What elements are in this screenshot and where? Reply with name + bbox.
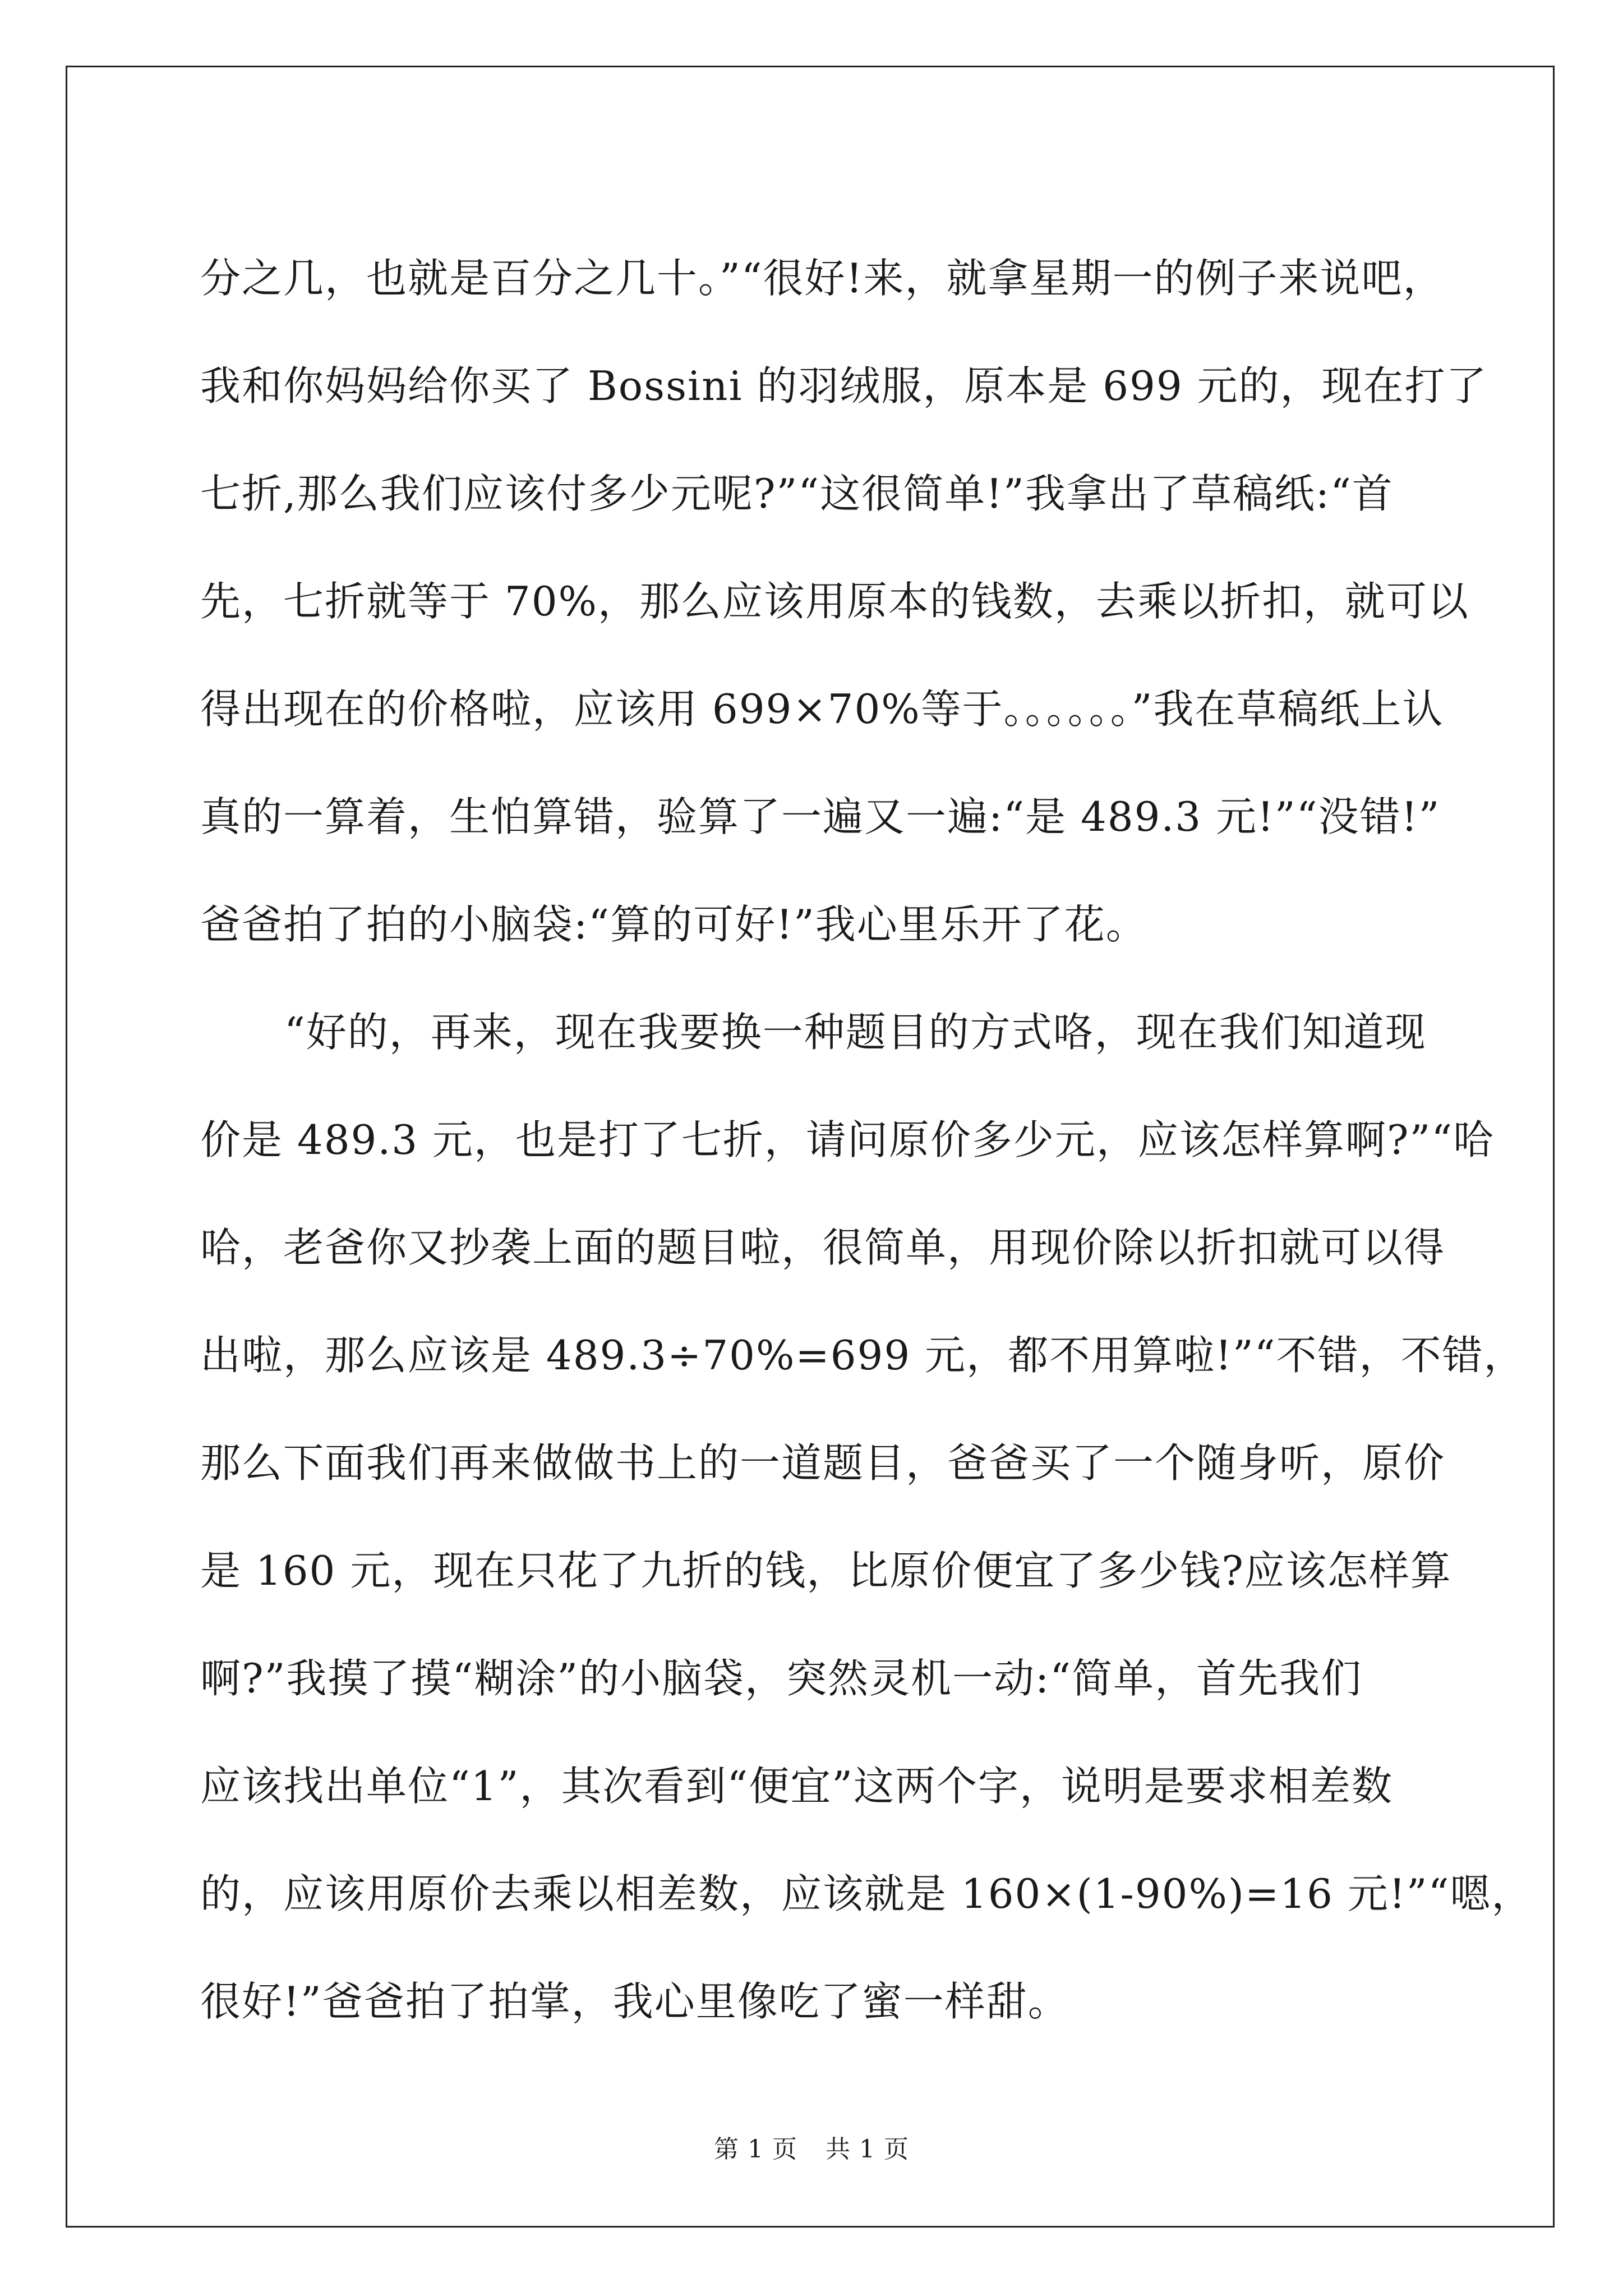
text-line: 是 160 元，现在只花了九折的钱，比原价便宜了多少钱?应该怎样算 <box>200 1547 1452 1594</box>
page-footer <box>0 2133 1623 2166</box>
text-line: 啊?”我摸了摸“糊涂”的小脑袋，突然灵机一动:“简单，首先我们 <box>200 1655 1363 1702</box>
text-line: 的，应该用原价去乘以相差数，应该就是 160×(1-90%)=16 元!”“嗯， <box>200 1870 1533 1917</box>
text-line: 先，七折就等于 70%，那么应该用原本的钱数，去乘以折扣，就可以 <box>200 578 1469 625</box>
text-line: 分之几，也就是百分之几十。”“很好!来，就拿星期一的例子来说吧， <box>200 255 1445 302</box>
text-line: 哈，老爸你又抄袭上面的题目啦，很简单，用现价除以折扣就可以得 <box>200 1224 1446 1271</box>
paragraph-start-line: “好的，再来，现在我要换一种题目的方式咯，现在我们知道现 <box>284 1009 1427 1056</box>
text-line: 真的一算着，生怕算错，验算了一遍又一遍:“是 489.3 元!”“没错!” <box>200 793 1441 840</box>
page-count: 共 1 页 <box>826 2135 909 2164</box>
text-line: 出啦，那么应该是 489.3÷70%=699 元，都不用算啦!”“不错，不错， <box>200 1332 1525 1379</box>
text-line: 爸爸拍了拍的小脑袋:“算的可好!”我心里乐开了花。 <box>200 901 1147 948</box>
text-line: 我和你妈妈给你买了 Bossini 的羽绒服，原本是 699 元的，现在打了 <box>200 362 1488 409</box>
body-text <box>200 224 1533 2055</box>
text-line: 价是 489.3 元，也是打了七折，请问原价多少元，应该怎样算啊?”“哈 <box>200 1116 1495 1163</box>
text-line: 那么下面我们再来做做书上的一道题目，爸爸买了一个随身听，原价 <box>200 1439 1446 1487</box>
text-line: 七折,那么我们应该付多少元呢?”“这很简单!”我拿出了草稿纸:“首 <box>200 470 1394 517</box>
text-line: 很好!”爸爸拍了拍掌，我心里像吃了蜜一样甜。 <box>200 1978 1069 2025</box>
text-line: 得出现在的价格啦，应该用 699×70%等于。。。。。。”我在草稿纸上认 <box>200 685 1444 733</box>
text-line: 应该找出单位“1”，其次看到“便宜”这两个字，说明是要求相差数 <box>200 1763 1394 1810</box>
page-number: 第 1 页 <box>714 2135 797 2164</box>
